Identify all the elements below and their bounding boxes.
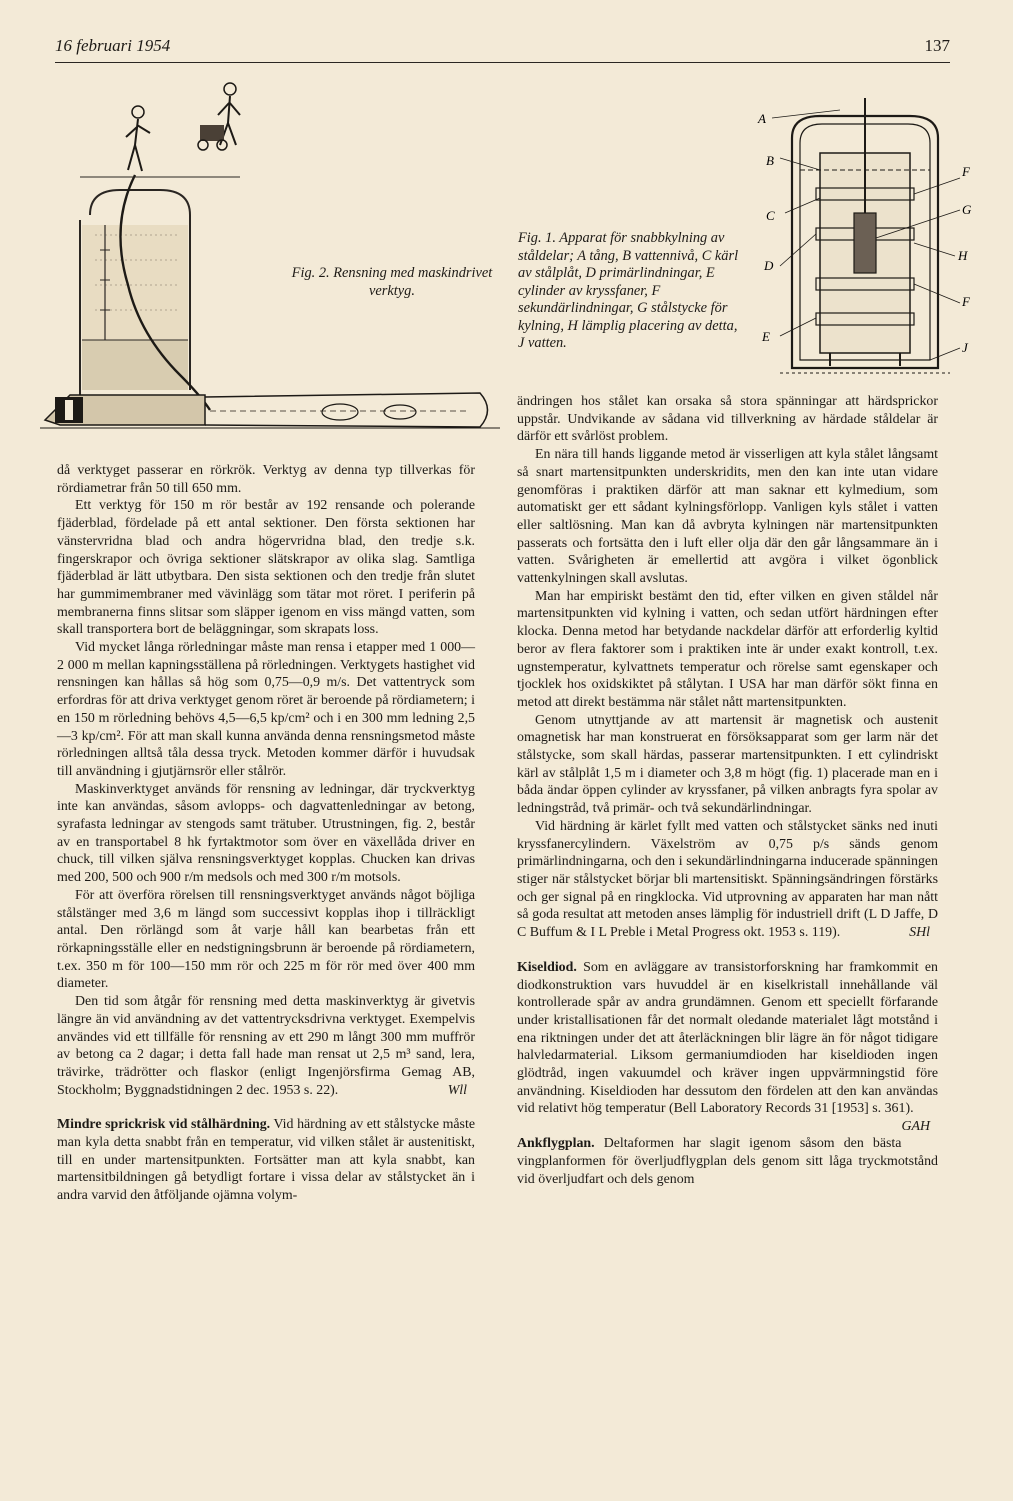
quenching-apparatus-drawing bbox=[750, 98, 980, 388]
article-kiseldiod bbox=[517, 959, 938, 1135]
right-paragraph-1: ändringen hos stålet kan orsaka så stora spänningar att härdsprickor uppstår. Undvikande av sådana vid tillverkning av härdade ståldelar är därför ett svårlöst problem. bbox=[517, 394, 938, 445]
label-c: C bbox=[766, 208, 775, 223]
left-paragraph-5: För att överföra rörelsen till rensningsverktyget används något böjliga stålstänger med 3,6 m längd som successivt kopplas ihop i tillräckligt antal. Den rörlängd som åt varje håll kan bearbetas från ett rörkapningsställe eller en nedstigningsbrunn är beroende på rördiametern, t.ex. 350 m för 100—150 mm rör och 225 m för rör med över 400 mm diameter. bbox=[57, 887, 475, 992]
article-text: Som en avläggare av transistorforskning har framkommit en diodkonstruktion vars huvuddel är en kiselkristall innehållande väl kontrollerade spår av andra grundämnen. Genom ett speciellt förfarande under kristallisationen får det normalt oledande materialet lågt motstånd i ena riktningen under det att återläckningen blir lägre än för något tidigare halvledarmaterial. Liksom germaniumdioden har kiseldioden ingen glödtråd, ingen vakuumdel och kräver ingen uppvärmningstid före användning. Kiseldioden har dessutom den fördelen att den kan användas vid relativt hög temperatur (Bell Laboratory Records 31 [1953] s. 361). bbox=[517, 959, 938, 1117]
article-heading: Ankflygplan. bbox=[517, 1136, 595, 1152]
right-paragraph-3: Man har empiriskt bestämt den tid, efter vilken en given ståldel når martensitpunkten vid kylning i vatten, och sedan utfört härdningen efter klocka. Denna metod har betydande nackdelar därför att erforderlig kyltid beror av flera faktorer som i praktiken inte är under exakt kontroll, t.ex. ugnstemperatur, kylvattnets temperatur och rörelse samt egenskaper och tjocklek hos oxidskiktet på stålytan. I USA har man därför sökt finna en metod att direkt bestämma när stålet nått martensitpunkten. bbox=[517, 588, 938, 710]
left-paragraph-6-text: Den tid som åtgår för rensning med detta maskinverktyg är givetvis längre än vid användning av det vattentrycksdrivna verktyget. Exempelvis användes vid ett tillfälle för rensning av ett 290 m långt 300 mm muffrör av betong ca 2 dagar; i detta fall hade man rensat ut 2,5 m³ sand, lera, trävirke, trädrötter och flaskor (enligt Ingenjörsfirma Gemag AB, Stockholm; Byggnadstidningen 2 dec. 1953 s. 22). bbox=[57, 994, 475, 1098]
article-text: Deltaformen har slagit igenom såsom den bästa vingplanformen för överljudflygplan dels genom sitt låga tryckmotstånd vid överljudfart och dels genom bbox=[517, 1136, 938, 1187]
label-h: H bbox=[958, 248, 968, 263]
left-paragraph-3: Vid mycket långa rörledningar måste man rensa i etapper med 1 000—2 000 m mellan kapningsställena på rörledningen. Verktygets hastighet vid rensningen kan hållas så hög som 0,75—0,9 m/s. Det vattentryck som erfordras för att driva verktyget genom röret är beroende på rördiametern; i en 150 m rörledning behövs 4,5—6,5 kp/cm² och i en 300 mm ledning 2,5—3 kp/cm². För att man skall kunna använda denna rensningsmetod måste rörledningen alltså tåla dessa tryck. Metoden kommer därför i huvudsak till användning i gjutjärnsrör eller stålrör. bbox=[57, 640, 475, 779]
left-paragraph-6 bbox=[57, 993, 475, 1099]
right-column bbox=[517, 393, 938, 1188]
figure-1-caption: Fig. 1. Apparat för snabbkylning av ståldelar; A tång, B vattennivå, C kärl av stålplåt, D primärlindningar, E cylinder av kryssfaner, F sekundärlindningar, G stålstycke för kylning, H lämplig placering av detta, J vatten. bbox=[518, 230, 739, 351]
left-paragraph-2: Ett verktyg för 150 m rör består av 192 rensande och polerande fjäderblad, fördelade på ett antal sektioner. Den första sektionen har vänstervridna blad och andra högervridna blad, den tredje s.k. fingerskrapor och övriga sektioner slätskrapor av olika slag. Samtliga fjäderblad är lätt utbytbara. Den sista sektionen och den tredje från slutet har gummimembraner med vävinlägg som tätar mot röret. I periferin på membranerna finns slitsar som släpper igenom en viss mängd vatten, som skall transportera bort de beläggningar, som skrapats loss. bbox=[57, 498, 475, 638]
label-a: A bbox=[758, 111, 766, 126]
label-b: B bbox=[766, 153, 774, 168]
issue-date: 16 februari 1954 bbox=[55, 36, 171, 55]
left-column bbox=[57, 462, 475, 1205]
page-number: 137 bbox=[924, 36, 950, 55]
right-paragraph-5-text: Vid härdning är kärlet fyllt med vatten och stålstycket sänks ned inuti kryssfanercylindern. Växelström av 0,75 p/s sänds genom primärlindningarna, och den i sekundärlindningarna inducerade spänningen stiger när stålstycket börjar bli martensitiskt. Spänningsändringen förstärks och ger signal på en ringklocka. Vid utprovning av apparaten har man nått så goda resultat att metoden anses lämplig för industriell drift (L D Jaffe, D C Buffum & I L Preble i Metal Progress okt. 1953 s. 119). bbox=[517, 818, 938, 941]
label-g: G bbox=[962, 202, 972, 217]
article-ankflygplan bbox=[517, 1135, 938, 1188]
author-signature: SHl bbox=[909, 925, 930, 941]
figure-2-caption: Fig. 2. Rensning med maskindrivet verktyg. bbox=[291, 265, 493, 299]
article-crack-risk bbox=[57, 1116, 475, 1205]
label-e: E bbox=[762, 329, 770, 344]
right-paragraph-2: En nära till hands liggande metod är visserligen att kyla stålet långsamt så snart martensitpunkten underskridits, men den kan inte utan vidare genomföras i praktiken därför att man saknar ett kylmedium, som automatiskt ger ett sådant kylningsförlopp. Vanligen kyls stålet i vatten eller saltlösning. Man kan då avbryta kylningen när martensitpunkten passerats och fortsätta den i luft eller olja där den går långsammare än i vatten. Svårigheten är emellertid att avgöra i vilket ögonblick vattenkylningen skall avslutas. bbox=[517, 447, 938, 587]
right-paragraph-4: Genom utnyttjande av att martensit är magnetisk och austenit omagnetisk har man konstruerat en försöksapparat som ger larm när det stålstycke, som skall härdas, passerar martensitpunkten. I ett cylindriskt kärl av stålplåt 1,5 m i diameter och 3,8 m högt (fig. 1) placerade man en i båda ändar öppen cylinder av kryssfaner, på vilken anbragts fyra spolar av ledningstråd, två primär- och två sekundärlindningar. bbox=[517, 712, 938, 817]
left-paragraph-1: då verktyget passerar en rörkrök. Verktyg av denna typ tillverkas för rördiametrar från 50 till 650 mm. bbox=[57, 463, 475, 496]
article-heading: Kiseldiod. bbox=[517, 959, 577, 975]
author-signature: GAH bbox=[901, 1119, 930, 1135]
article-text: Vid härdning av ett stålstycke måste man kyla detta snabbt från en temperatur, vid vilken stålet är austenitiskt, till en under martensitpunkten. Fortsätter man att kyla snabbt, kan martensitbildningen gå betydligt fortare i vissa delar av stålstycket än i andra varvid den åtföljande ojämna volym- bbox=[57, 1117, 475, 1204]
figure-1-illustration bbox=[750, 98, 980, 388]
author-signature: Wll bbox=[447, 1082, 467, 1098]
article-heading: Mindre sprickrisk vid stålhärdning. bbox=[57, 1117, 271, 1133]
left-paragraph-4: Maskinverktyget används för rensning av ledningar, där tryckverktyg inte kan användas, såsom avlopps- och dagvattenledningar av betong, syrafasta ledningar av stengods samt trätuber. Utrustningen, fig. 2, består av en transportabel 8 hk fyrtaktmotor som över en växellåda driver en chuck, till vilken själva rensningsverktyget kopplas. Chucken kan drivas med 200, 500 och 900 r/m medsols och med 300 r/m motsols. bbox=[57, 781, 475, 886]
label-d: D bbox=[764, 258, 774, 273]
label-f-top: F bbox=[962, 164, 970, 179]
right-paragraph-5 bbox=[517, 818, 938, 942]
label-j: J bbox=[962, 340, 968, 355]
page-header bbox=[55, 34, 950, 63]
label-f-bottom: F bbox=[962, 294, 970, 309]
